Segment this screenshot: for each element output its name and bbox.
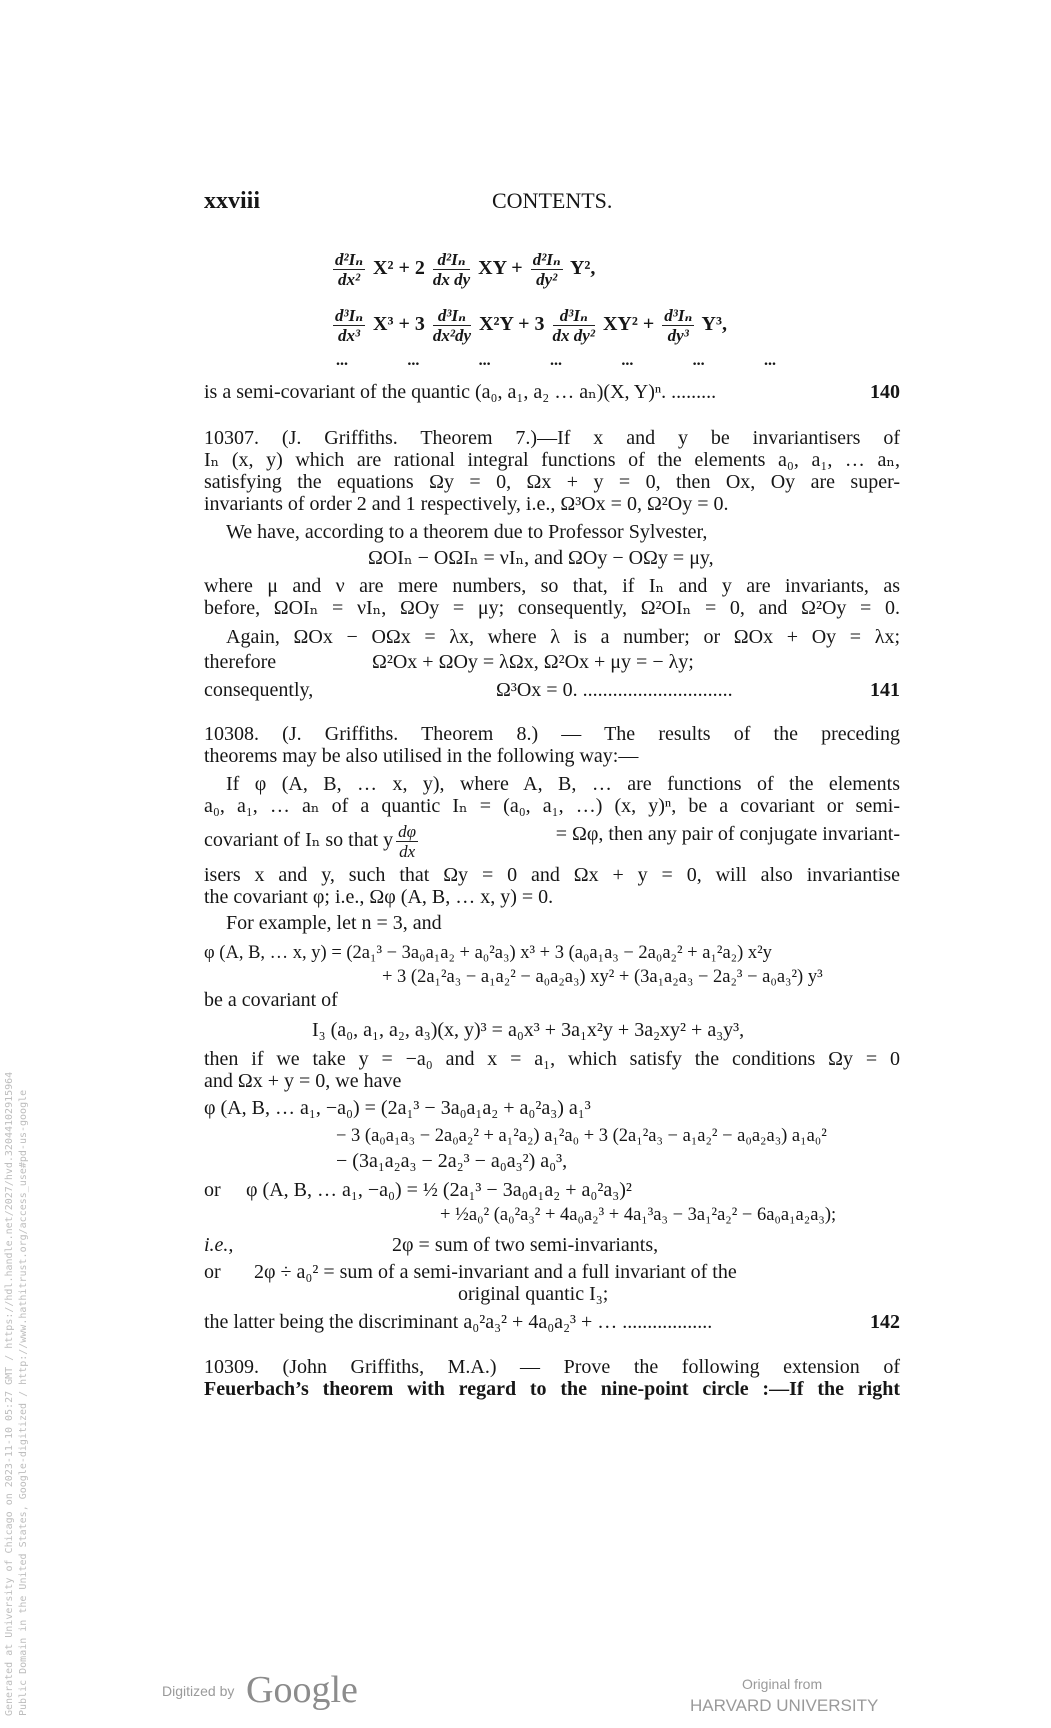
text-label: i.e., [204, 1234, 234, 1256]
ellipsis-row: ... ... ... ... ... ... ... [336, 352, 776, 369]
text-line: Again, ΩOx − OΩx = λx, where λ is a number; or ΩOx + Oy = λx; [226, 626, 900, 648]
equation: ΩOIₙ − OΩIₙ = νIₙ, and ΩOy − OΩy = μy, [368, 547, 714, 569]
equation: − (3a₁a₂a₃ − 2a₂³ − a₀a₃²) a₀³, [336, 1150, 568, 1172]
text-line: We have, according to a theorem due to Professor Sylvester, [226, 521, 708, 543]
contents-entry-142: the latter being the discriminant a₀²a₃² + 4a₀a₂³ + … .................. 142 [204, 1311, 900, 1333]
equation: Ω²Ox + ΩOy = λΩx, Ω²Ox + μy = − λy; [372, 651, 694, 673]
equation: − 3 (a₀a₁a₃ − 2a₀a₂² + a₁²a₂) a₁²a₀ + 3 (2a₁²a₃ − a₁a₂² − a₀a₂a₃) a₁a₀² [336, 1126, 827, 1146]
question-10309-line: Feuerbach’s theorem with regard to the nine-point circle :—If the right [204, 1378, 900, 1400]
harvard-university-label: HARVARD UNIVERSITY [690, 1696, 879, 1715]
text-label: therefore [204, 651, 277, 673]
watermark-public-domain: Public Domain in the United States, Google-digitized / http://www.hathitrust.org/access_use#pd-us-google [18, 1089, 29, 1716]
text-line: before, ΩOIₙ = νIₙ, ΩOy = μy; consequently, Ω²OIₙ = 0, and Ω²Oy = 0. [204, 597, 900, 619]
text-line: be a covariant of [204, 989, 338, 1011]
text-line: the covariant φ; i.e., Ωφ (A, B, … x, y) = 0. [204, 886, 554, 908]
question-10307-line: satisfying the equations Ωy = 0, Ωx + y = 0, then Ox, Oy are super- [204, 471, 900, 493]
equation: + ½a₀² (a₀²a₃² + 4a₀a₂³ + 4a₁³a₃ − 3a₁²a₂² − 6a₀a₁a₂a₃); [440, 1205, 837, 1225]
text-line: a₀, a₁, … aₙ of a quantic Iₙ = (a₀, a₁, …) (x, y)ⁿ, be a covariant or semi- [204, 795, 900, 817]
text-line: isers x and y, such that Ωy = 0 and Ωx + y = 0, will also invariantise [204, 864, 900, 886]
formula-row-second-order: $\frac{\text{d²Iₙ}}{\text{dx²}}$ X² + 2 $\frac{\text{d²Iₙ}}{\text{dx dy}}$ XY + $\frac{\text{d²Iₙ}}{\text{dy²}}$ Y², [335, 250, 596, 289]
text-line: and Ωx + y = 0, we have [204, 1070, 402, 1092]
text-line: covariant of Iₙ so that y $\frac{d\varphi}{dx}$ = Ωφ, then any pair of conjugate invariant- [204, 822, 900, 861]
equation: 2φ = sum of two semi-invariants, [392, 1234, 659, 1256]
text-line: where μ and ν are mere numbers, so that, if Iₙ and y are invariants, as [204, 575, 900, 597]
watermark-generated: Generated at University of Chicago on 2023-11-10 05:27 GMT / https://hdl.handle.net/2027/hvd.32044102915964 [4, 1071, 15, 1716]
text-label: consequently, [204, 679, 314, 701]
question-10308-line: 10308. (J. Griffiths. Theorem 8.) — The results of the preceding [204, 723, 900, 745]
digitized-by-label: Digitized by [162, 1683, 235, 1699]
text-label: or [204, 1179, 221, 1201]
text-line: then if we take y = −a₀ and x = a₁, which satisfy the conditions Ωy = 0 [204, 1048, 900, 1070]
question-10307-line: 10307. (J. Griffiths. Theorem 7.)—If x and y be invariantisers of [204, 427, 900, 449]
equation: + 3 (2a₁²a₃ − a₁a₂² − a₀a₂a₃) xy² + (3a₁a₂a₃ − 2a₂³ − a₀a₃²) y³ [382, 967, 823, 987]
contents-entry-141: Ω³Ox = 0. .............................. 141 [496, 679, 900, 701]
text-label: or [204, 1261, 221, 1283]
text-line: For example, let n = 3, and [226, 912, 442, 934]
contents-entry-140: is a semi-covariant of the quantic (a₀, a₁, a₂ … aₙ)(X, Y)ⁿ. ......... 140 [204, 381, 900, 403]
google-logo: Google [246, 1669, 358, 1711]
formula-row-third-order: $\frac{\text{d³Iₙ}}{\text{dx³}}$ X³ + 3 $\frac{\text{d³Iₙ}}{\text{dx²dy}}$ X²Y + 3 $\frac{\text{d³Iₙ}}{\text{dx dy²}}$ XY² + $\frac{\text{d³Iₙ}}{\text{dy³}}$ Y³, [335, 306, 727, 345]
equation: φ (A, B, … a₁, −a₀) = (2a₁³ − 3a₀a₁a₂ + a₀²a₃) a₁³ [204, 1097, 591, 1119]
text-line: original quantic I₃; [458, 1283, 609, 1305]
equation: φ (A, B, … x, y) = (2a₁³ − 3a₀a₁a₂ + a₀²a₃) x³ + 3 (a₀a₁a₃ − 2a₀a₂² + a₁²a₂) x²y [204, 943, 772, 963]
question-10308-line: theorems may be also utilised in the following way:— [204, 745, 639, 767]
equation: φ (A, B, … a₁, −a₀) = ½ (2a₁³ − 3a₀a₁a₂ + a₀²a₃)² [246, 1179, 632, 1201]
question-10309-line: 10309. (John Griffiths, M.A.) — Prove the following extension of [204, 1356, 900, 1378]
running-title: CONTENTS. [492, 188, 613, 213]
page-number: xxviii [204, 188, 261, 214]
question-10307-line: Iₙ (x, y) which are rational integral functions of the elements a₀, a₁, … aₙ, [204, 449, 900, 471]
original-from-label: Original from [742, 1676, 823, 1692]
equation: 2φ ÷ a₀² = sum of a semi-invariant and a full invariant of the [254, 1261, 737, 1283]
equation: I₃ (a₀, a₁, a₂, a₃)(x, y)³ = a₀x³ + 3a₁x²y + 3a₂xy² + a₃y³, [312, 1019, 745, 1041]
text-line: If φ (A, B, … x, y), where A, B, … are functions of the elements [226, 773, 900, 795]
question-10307-line: invariants of order 2 and 1 respectively, i.e., Ω³Ox = 0, Ω²Oy = 0. [204, 493, 729, 515]
